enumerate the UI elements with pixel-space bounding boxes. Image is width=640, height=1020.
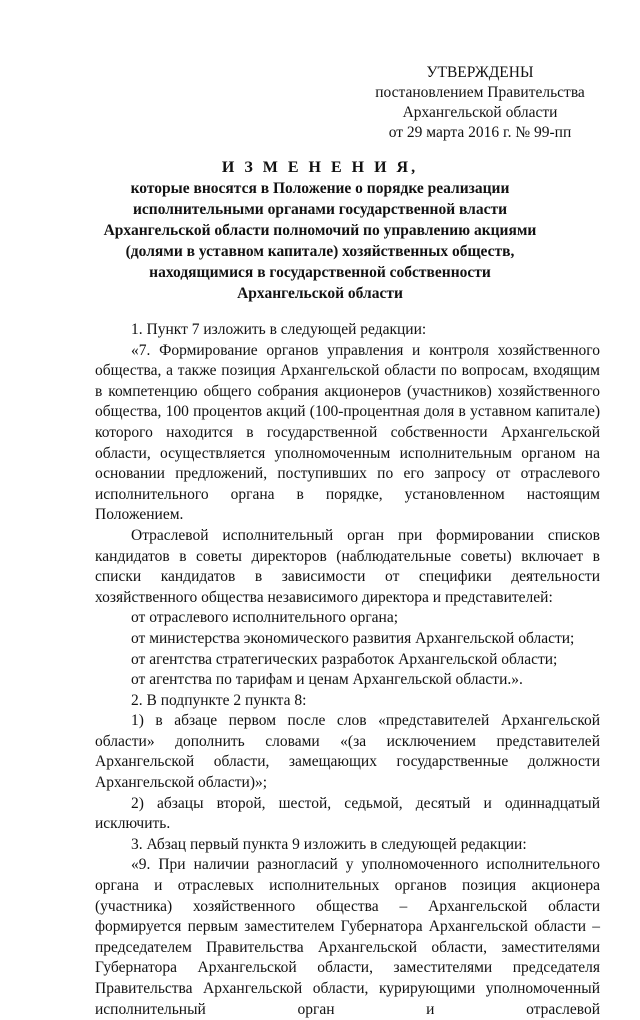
paragraph: от отраслевого исполнительного органа; [131, 609, 399, 627]
paragraph: «7. Формирование органов управления и контроля хозяйственного общества, а также позиция Архангельской области по вопросам, входящим в компетенцию общего собрания акционеров (участников) хозяйственного общества, 100 процентов акций (100-процентная доля в уставном капитале) которого находится в государственной собственности Архангельской области, осуществляется уполномоченным исполнительным органом на основании предложений, поступивших по его запросу от отраслевого исполнительного органа в порядке, установленном настоящим Положением. [95, 341, 600, 524]
document-body [95, 320, 600, 1020]
paragraph: 2) абзацы второй, шестой, седьмой, десятый и одиннадцатый исключить. [95, 794, 600, 833]
heading-line: исполнительными органами государственной власти [132, 201, 508, 218]
paragraph: от агентства стратегических разработок Архангельской области; [131, 650, 558, 668]
approval-resolution: постановлением Правительства [375, 84, 585, 101]
paragraph: Отраслевой исполнительный орган при формировании списков кандидатов в советы директоров (наблюдательные советы) включает в списки кандидатов в зависимости от специфики деятельности хозяйственного общества независимого директора и представителей: [95, 526, 600, 606]
approval-region: Архангельской области [402, 104, 558, 121]
heading-line: (долями в уставном капитале) хозяйственных обществ, [125, 243, 515, 260]
document-heading [95, 157, 545, 304]
paragraph: 1. Пункт 7 изложить в следующей редакции: [131, 321, 427, 338]
heading-title: И З М Е Н Е Н И Я, [221, 159, 419, 176]
heading-line: Архангельской области [237, 285, 403, 302]
heading-line: которые вносятся в Положение о порядке реализации [130, 180, 510, 197]
paragraph: от министерства экономического развития Архангельской области; [131, 629, 575, 647]
heading-line: Архангельской области полномочий по управлению акциями [103, 222, 537, 239]
approval-date-number: от 29 марта 2016 г. № 99-пп [388, 124, 572, 141]
paragraph: 3. Абзац первый пункта 9 изложить в следующей редакции: [131, 835, 527, 853]
paragraph: от агентства по тарифам и ценам Архангельской области.». [131, 671, 523, 689]
paragraph: «9. При наличии разногласий у уполномоченного исполнительного органа и отраслевых исполнительных органов позиция акционера (участника) хозяйственного общества – Архангельской области формируется первым заместителем Губернатора Архангельской области – председателем Правительства Архангельской области, заместителями Губернатора Архангельской области, заместителями председателя Правительства Архангельской области, курирующими уполномоченный исполнительный орган и отраслевой [95, 856, 600, 1018]
paragraph: 2. В подпункте 2 пункта 8: [131, 691, 307, 709]
heading-line: находящимися в государственной собственности [149, 264, 491, 281]
approval-title: УТВЕРЖДЕНЫ [426, 64, 534, 81]
paragraph: 1) в абзаце первом после слов «представителей Архангельской области» дополнить словами «(за исключением представителей Архангельской области, замещающих государственные должности Архангельской области)»; [95, 712, 600, 792]
approval-stamp [360, 63, 600, 143]
